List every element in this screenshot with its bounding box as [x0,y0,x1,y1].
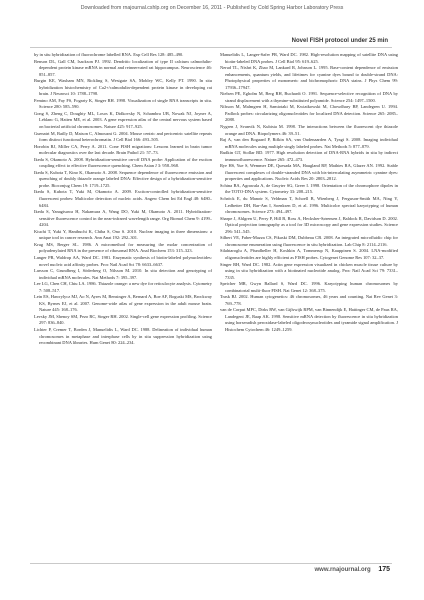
reference-entry: Silahtaroglu A, Pfundheller H, Koshkin A, Tommerup N, Kauppinen S. 2004. LNA-modified oligonucleotides are highly efficient as FISH probes. Cytogenet Genome Res 107: 32–37. [220,248,398,260]
reference-entry: Nygren J, Svanvik N, Kubista M. 1998. The interactions between the fluorescent dye thiazole orange and DNA. Biopolymers 46: 39–51. [220,124,398,136]
reference-entry: Silbert VE, Faber-Mazza CS, Pikaski DM, Dubbeau CB. 2008. An integrated microfluidic chip for chromosome enumeration using fluorescence in situ hybridization. Lab Chip 8: 2114–2116. [220,235,398,247]
footer-divider [30,563,392,564]
header-divider [30,47,392,48]
reference-entry: Rudkin GT, Stollar BD. 1977. High resolution detection of DNA-RNA hybrids in situ by indirect immunofluorescence. Nature 265: 472–473. [220,150,398,162]
reference-entry: Speicher MR, Gwyn Ballard S, Ward DC. 1996. Karyotyping human chromosomes by combinatorial multi-fluor FISH. Nat Genet 12: 368–375. [220,281,398,293]
references-left-column [34,52,212,347]
reference-entry: Levsky JM, Shenoy SM, Pezo RC, Singer RH. 2002. Single-cell gene expression profiling. Science 297: 836–840. [34,313,212,326]
reference-entry: Larsson C, Grundberg I, Söderberg O, Nilsson M. 2010. In situ detection and genotyping of individual mRNA molecules. Nat Methods 7: 395–397. [34,268,212,280]
reference-entry: van de Corput MPC, Dirks RW, van Gijlswijk RPM, van Binnendijk E, Hattinger CM, de Paus RA, Landegent JE, Raap AK. 1998. Sensitive mRNA detection by fluorescence in situ hybridization using horseradish peroxidase-labeled oligodeoxynucleotides and tyramide signal amplification. J Histochem Cytochem 46: 1249–1259. [220,307,398,332]
reference-entry: Gong S, Zheng C, Doughty ML, Losos K, Didkovsky N, Schambra UB, Nowak NJ, Joyner A, Leblanc G, Hatten ME, et al. 2003. A gene expression atlas of the central nervous system based on bacterial artificial chromosomes. Nature 425: 917–925. [34,110,212,130]
download-banner: Downloaded from rnajournal.cshlp.org on December 16, 2011 - Published by Cold Spring Harbor Laboratory Press [80,5,344,11]
reference-entry: Langer PR, Waldrop AA, Ward DC. 1981. Enzymatic synthesis of biotin-labeled polynucleotides: novel nucleic acid affinity probes. Proc Natl Acad Sci 78: 6633–6637. [34,254,212,267]
reference-entry: Trask BJ. 2002. Human cytogenetics: 46 chromosomes, 46 years and counting. Nat Rev Genet 3: 769–778. [220,294,398,306]
page-footer [315,566,390,573]
reference-entry: Lein ES, Hawrylycz MJ, Ao N, Ayres M, Bensinger A, Bernard A, Boe AF, Boguski MS, Brockway KS, Byrnes EJ, et al. 2007. Genome-wide atlas of gene expression in the adult mouse brain. Nature 445: 168–176. [34,294,212,313]
reference-entry: Lee LG, Chen CH, Chiu LA. 1986. Thiazole orange: a new dye for reticulocyte analysis. Cytometry 7: 508–517. [34,281,212,293]
reference-entry: Horobin RJ, Miller CA, Perry A. 2011. Cone FISH migrations: Lessons learned in brain tumor molecular diagnostics over the last decade. Brain Pathol 21: 57–73. [34,143,212,156]
reference-entry: Lichter P, Cremer T, Borden J, Manuelidis L, Ward DC. 1988. Delineation of individual human chromosomes in metaphase and interphase cells by in situ suppression hybridization using recombinant DNA libraries. Hum Genet 80: 224–234. [34,326,212,346]
reference-entry: Schina BA, Agrawala A, de Gruyter SG, Greer I. 1998. Orientation of the chromophore dipoles in the TOTO-DNA system. Cytometry 33: 208–215. [220,182,398,195]
reference-entry: Nielsen PE, Egholm M, Berg RH, Buchardt O. 1991. Sequence-selective recognition of DNA by strand displacement with a thymine-substituted polyamide. Science 254: 1497–1500. [220,91,398,103]
reference-entry: Burgin KE, Waxham MN, Rickling S, Westgate SA, Mobley WC, Kelly PT. 1990. In situ hybridization histochemistry of Ca2+/calmodulin-dependent protein kinase in developing rat brain. J Neurosci 10: 1788–1798. [34,78,212,97]
reference-entry: Guenatri M, Bailly D, Maison C, Almouzni G. 2004. Mouse centric and pericentric satellite repeats form distinct functional heterochromatin. J Cell Biol 166: 493–505. [34,130,212,143]
reference-entry: Ikeda S, Kubota T, Yuki M, Okamoto A. 2009. Exciton-controlled hybridization-sensitive fluorescent probes: Multicolor detection of nucleic acids. Angew Chem Int Ed Engl 48: 6480–6484. [34,189,212,208]
reference-entry: by in situ hybridization of fluorochrome labelled RNA. Exp Cell Res 128: 485–490. [34,52,184,57]
reference-entry: Benson DL, Gall CM, Isackson PJ. 1992. Dendritic localization of type II calcium calmodulin-dependent protein kinase mRNA in normal and reinnervated rat hippocampus. Neuroscience 46: 851–857. [34,58,212,77]
reference-entry: Nerud TL, Nishri K, Zhao M, Lankard R, Johnson L. 1995. Base-content dependence of emission enhancements, quantum yields, and lifetimes for cyanine dyes bound to double-strand DNA: Photophysical properties of monomeric and bichromophoric DNA stains. J Phys Chem 99: 17936–17947. [220,65,398,90]
reference-entry: Kiuchi T, Yuki Y, Hanibuchi K, Chiba S, Ono S. 2010. Nuclear imaging in three dimensions: a unique tool in cancer research. Ann Anat 192: 292–301. [34,228,212,241]
reference-entry: Manuelidis L, Langer-Safer PR, Ward DC. 1982. High-resolution mapping of satellite DNA using biotin-labeled DNA probes. J Cell Biol 95: 619–625. [220,52,398,64]
reference-entry: Singer RH, Ward DC. 1982. Actin gene expression visualized in chicken muscle tissue culture by using in situ hybridization with a biotinated nucleotide analog. Proc Natl Acad Sci 79: 7331–7335. [220,261,398,280]
references-right-column [220,52,398,334]
reference-entry: Rye HS, Yue S, Wemmer DE, Quesada MA, Haugland RP, Mathies RA, Glazer AN. 1992. Stable fluorescent complexes of double-stranded DNA with bis-intercalating asymmetric cyanine dyes: properties and applications. Nucleic Acids Res 20: 2803–2812. [220,163,398,182]
reference-entry: Schröck E, du Manoir S, Veldman T, Schoell B, Wienberg J, Ferguson-Smith MA, Ning Y, Ledbetter DH, Bar-Am I, Soenksen D, et al. 1996. Multicolor spectral karyotyping of human chromosomes. Science 273: 494–497. [220,196,398,215]
reference-entry: Femino AM, Fay FS, Fogarty K, Singer RH. 1998. Visualization of single RNA transcripts in situ. Science 280: 585–590. [34,97,212,110]
reference-entry: Ikeda S, Yanagisawa H, Nakamura A, Wang DO, Yuki M, Okamoto A. 2011. Hybridization-sensitive fluorescence control in the near-infrared wavelength range. Org Biomol Chem 9: 4199–4204. [34,209,212,228]
journal-url[interactable]: www.rnajournal.org [314,567,371,573]
reference-entry: Ikeda S, Kubota T, Kino K, Okamoto A. 2008. Sequence dependence of fluorescence emission and quenching of doubly thiazole orange labeled DNA: Effective design of a hybridization-sensitive probe. Bioconjug Chem 19: 1719–1725. [34,169,212,188]
reference-entry: Sharpe J, Ahlgren U, Perry P, Hill B, Ross A, Hecksher-Sørensen J, Baldock R, Davidson D. 2002. Optical projection tomography as a tool for 3D microscopy and gene expression studies. Science 296: 541–545. [220,215,398,234]
page-number: 175 [378,566,390,573]
reference-entry: Krug MS, Berger SL. 1986. A micromethod for measuring the molar concentration of polyadenylated RNA in the presence of ribosomal RNA. Anal Biochem 153: 315–323. [34,241,212,254]
reference-entry: Ikeda S, Okamoto A. 2008. Hybridization-sensitive on-off DNA probe: Application of the exciton coupling effect to effective fluorescence quenching. Chem Asian J 3: 958–968. [34,156,212,169]
reference-entry: Raj A, van den Bogaard P, Rifkin SA, van Oudenaarden A, Tyagi S. 2008. Imaging individual mRNA molecules using multiple singly labeled probes. Nat Methods 5: 877–879. [220,137,398,149]
reference-entry: Nilsson M, Malmgren H, Samiotaki M, Kwiatkowski M, Chowdhary BP, Landegren U. 1994. Padlock probes: circularizing oligonucleotides for localized DNA detection. Science 265: 2085–2088. [220,104,398,123]
running-head: Novel FISH protocol under 25 min [291,38,388,44]
